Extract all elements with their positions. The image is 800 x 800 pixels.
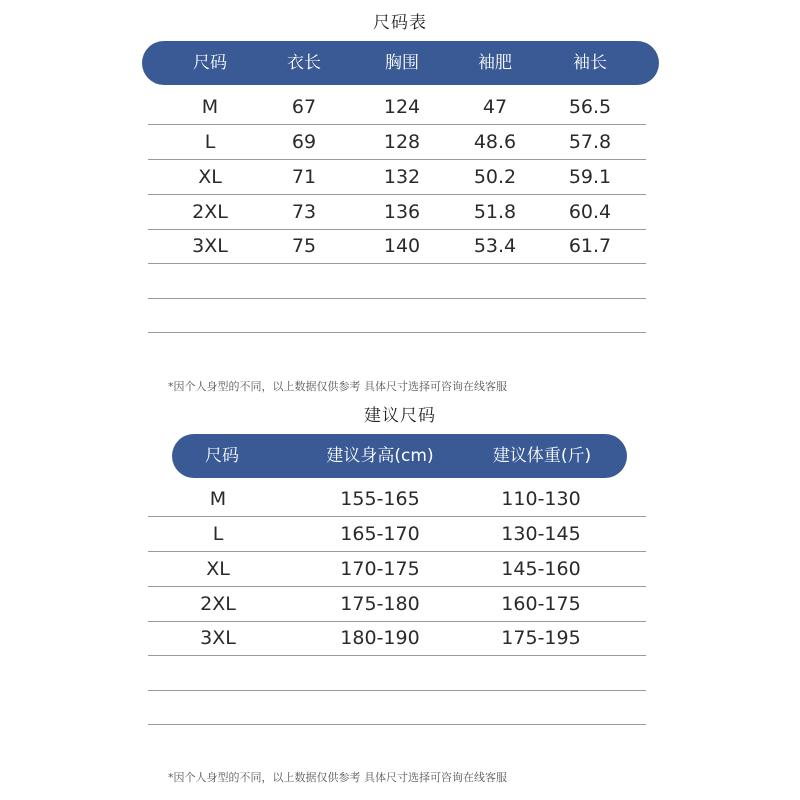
cell: 53.4 <box>473 235 517 257</box>
header-length: 衣长 <box>287 53 321 73</box>
disclaimer-note: *因个人身型的不同，以上数据仅供参考 具体尺寸选择可咨询在线客服 <box>168 380 507 393</box>
size-chart-title: 尺码表 <box>373 13 427 33</box>
header-size: 尺码 <box>193 53 227 73</box>
cell: 155-165 <box>340 488 420 510</box>
cell: 180-190 <box>340 627 420 649</box>
cell: L <box>204 131 216 153</box>
table-row <box>148 160 646 195</box>
cell: 73 <box>291 201 317 223</box>
cell: 3XL <box>192 235 228 257</box>
cell: 132 <box>383 166 421 188</box>
cell: L <box>212 523 224 545</box>
cell: M <box>209 488 227 510</box>
table-row-empty <box>148 298 646 333</box>
cell: 69 <box>291 131 317 153</box>
cell: 128 <box>383 131 421 153</box>
cell: 110-130 <box>501 488 581 510</box>
header-weight: 建议体重(斤) <box>492 446 592 466</box>
cell: 124 <box>383 96 421 118</box>
cell: 50.2 <box>473 166 517 188</box>
cell: 175-195 <box>501 627 581 649</box>
cell: 170-175 <box>340 558 420 580</box>
cell: 71 <box>291 166 317 188</box>
table-row <box>148 517 646 552</box>
cell: 165-170 <box>340 523 420 545</box>
cell: 136 <box>383 201 421 223</box>
cell: 56.5 <box>568 96 612 118</box>
table-row-empty <box>148 656 646 691</box>
table-row-empty <box>148 264 646 299</box>
cell: M <box>201 96 219 118</box>
cell: 130-145 <box>501 523 581 545</box>
cell: 140 <box>383 235 421 257</box>
table-row <box>148 195 646 230</box>
cell: 51.8 <box>473 201 517 223</box>
header-sleeve-width: 袖肥 <box>478 53 512 73</box>
table-row <box>148 229 646 264</box>
recommended-size-title: 建议尺码 <box>364 406 436 426</box>
cell: 2XL <box>200 593 236 615</box>
cell: 160-175 <box>501 593 581 615</box>
cell: 175-180 <box>340 593 420 615</box>
cell: 145-160 <box>501 558 581 580</box>
disclaimer-note: *因个人身型的不同，以上数据仅供参考 具体尺寸选择可咨询在线客服 <box>168 771 507 784</box>
cell: 60.4 <box>568 201 612 223</box>
cell: 67 <box>291 96 317 118</box>
header-height: 建议身高(cm) <box>326 446 434 466</box>
cell: 48.6 <box>473 131 517 153</box>
cell: 59.1 <box>568 166 612 188</box>
table-row <box>148 621 646 656</box>
cell: 75 <box>291 235 317 257</box>
cell: 61.7 <box>568 235 612 257</box>
table-row <box>148 587 646 622</box>
cell: 57.8 <box>568 131 612 153</box>
table-row <box>148 125 646 160</box>
table-row <box>148 90 646 125</box>
header-sleeve-length: 袖长 <box>573 53 607 73</box>
table-row-empty <box>148 690 646 725</box>
table-row <box>148 552 646 587</box>
header-chest: 胸围 <box>385 53 419 73</box>
cell: XL <box>198 166 222 188</box>
cell: XL <box>206 558 230 580</box>
size-chart-header <box>142 41 659 85</box>
cell: 3XL <box>200 627 236 649</box>
recommended-size-header <box>172 434 627 478</box>
header-size: 尺码 <box>205 446 239 466</box>
cell: 2XL <box>192 201 228 223</box>
cell: 47 <box>482 96 508 118</box>
table-row <box>148 482 646 517</box>
